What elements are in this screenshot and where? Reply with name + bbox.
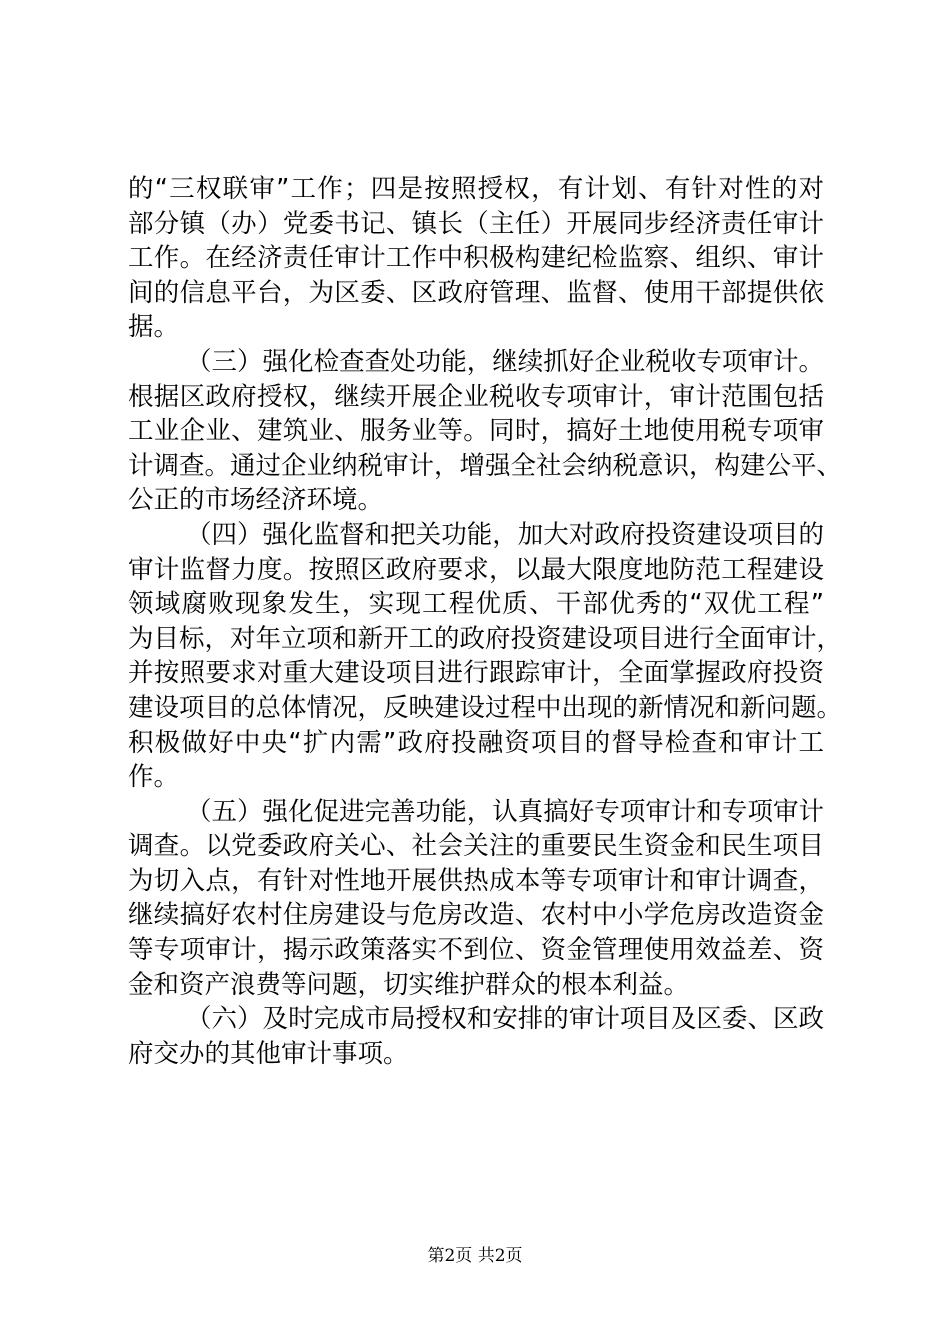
text-line: 继续搞好农村住房建设与危房改造、农村中小学危房改造资金 <box>128 900 824 931</box>
text-line: 调查。以党委政府关心、社会关注的重要民生资金和民生项目 <box>128 831 824 862</box>
text-line: （四）强化监督和把关功能，加大对政府投资建设项目的 <box>186 519 824 550</box>
text-line: 为切入点，有针对性地开展供热成本等专项审计和审计调查， <box>128 865 824 896</box>
paragraph-section-4 <box>128 518 843 795</box>
text-line: 作。 <box>128 762 180 793</box>
text-line: （五）强化促进完善功能，认真搞好专项审计和专项审计 <box>186 796 824 827</box>
text-line: 领域腐败现象发生，实现工程优质、干部优秀的“双优工程” <box>128 589 824 620</box>
paragraph-section-3 <box>128 345 843 518</box>
text-line: 府交办的其他审计事项。 <box>128 1038 409 1069</box>
text-line: 部分镇（办）党委书记、镇长（主任）开展同步经济责任审计 <box>128 208 824 239</box>
text-line: 金和资产浪费等问题，切实维护群众的根本利益。 <box>128 969 690 1000</box>
text-line: 审计监督力度。按照区政府要求，以最大限度地防范工程建设 <box>128 554 824 585</box>
text-line: 为目标，对年立项和新开工的政府投资建设项目进行全面审计， <box>128 623 843 654</box>
text-line: 工业企业、建筑业、服务业等。同时，搞好土地使用税专项审 <box>128 416 824 447</box>
text-line: 并按照要求对重大建设项目进行跟踪审计，全面掌握政府投资 <box>128 658 824 689</box>
text-line: 工作。在经济责任审计工作中积极构建纪检监察、组织、审计 <box>128 243 824 274</box>
text-line: 根据区政府授权，继续开展企业税收专项审计，审计范围包括 <box>128 381 824 412</box>
text-line: 公正的市场经济环境。 <box>128 485 384 516</box>
text-line: 等专项审计，揭示政策落实不到位、资金管理使用效益差、资 <box>128 935 824 966</box>
text-line: 建设项目的总体情况，反映建设过程中出现的新情况和新问题。 <box>128 692 843 723</box>
paragraph-section-5 <box>128 795 824 1003</box>
paragraph-continuation <box>128 172 824 345</box>
text-line: 积极做好中央“扩内需”政府投融资项目的督导检查和审计工 <box>128 727 824 758</box>
page-number: 第2页 共2页 <box>427 1246 523 1266</box>
text-line: （三）强化检查查处功能，继续抓好企业税收专项审计。 <box>186 346 824 377</box>
text-line: 据。 <box>128 312 180 343</box>
paragraph-section-6 <box>128 1002 824 1071</box>
text-line: 计调查。通过企业纳税审计，增强全社会纳税意识，构建公平、 <box>128 450 843 481</box>
text-line: （六）及时完成市局授权和安排的审计项目及区委、区政 <box>186 1004 824 1035</box>
text-line: 的“三权联审”工作；四是按照授权，有计划、有针对性的对 <box>128 174 824 204</box>
body-text <box>128 172 843 1071</box>
page-footer <box>0 1244 950 1268</box>
text-line: 间的信息平台，为区委、区政府管理、监督、使用干部提供依 <box>128 277 824 308</box>
